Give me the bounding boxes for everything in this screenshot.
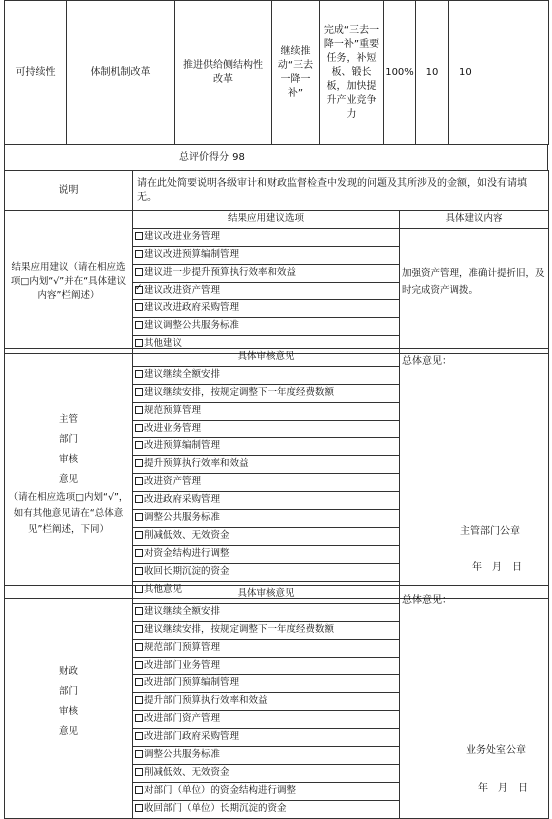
finance-option[interactable]: [133, 658, 399, 676]
dept-label-4: 意见: [58, 473, 78, 485]
finance-label-1: 财政: [58, 665, 78, 677]
checkbox-icon[interactable]: [135, 424, 143, 432]
finance-overall-cell: [400, 586, 549, 819]
finance-option-label: 建议继续全额安排: [144, 605, 221, 617]
dept-option-label: 提升预算执行效率和效益: [144, 458, 249, 470]
finance-label-3: 审核: [58, 705, 78, 717]
results-option-label: 建议改进业务管理: [144, 230, 221, 242]
checkbox-icon[interactable]: [135, 625, 143, 633]
indicator-level2: 体制机制改革: [67, 1, 175, 145]
checkbox-icon[interactable]: [135, 750, 143, 758]
checkbox-icon[interactable]: [135, 661, 143, 669]
checkbox-icon[interactable]: [135, 549, 143, 557]
checkbox-icon[interactable]: [135, 678, 143, 686]
finance-option-label: 规范部门预算管理: [144, 641, 221, 653]
dept-option[interactable]: [133, 474, 399, 492]
dept-option-label: 规范预算管理: [144, 404, 202, 416]
finance-label-cell: [5, 586, 133, 819]
explain-label: 说明: [5, 171, 133, 211]
dept-note: （请在相应选项□内划“√”，如有其他意见请在“总体意见”栏阐述，下同）: [8, 491, 129, 535]
checkbox-icon[interactable]: [135, 714, 143, 722]
finance-option-label: 提升部门预算执行效率和效益: [144, 695, 268, 707]
dept-option[interactable]: [133, 564, 399, 582]
dept-option[interactable]: [133, 456, 399, 474]
checkbox-icon[interactable]: [135, 607, 143, 615]
finance-option[interactable]: [133, 604, 399, 622]
finance-option[interactable]: [133, 622, 399, 640]
indicator-level3: 推进供给侧结构性改革: [175, 1, 272, 145]
explain-table: [4, 170, 549, 211]
finance-option[interactable]: [133, 801, 399, 818]
indicator-score-cell: [449, 1, 549, 145]
indicator-content: 继续推动“三去一降一补”: [272, 1, 320, 145]
dept-option[interactable]: [133, 438, 399, 456]
results-option-label: 建议调整公共服务标准: [144, 320, 240, 332]
results-content-cell: [400, 211, 549, 354]
finance-option-label: 改进部门业务管理: [144, 659, 221, 671]
checkbox-icon[interactable]: [135, 477, 143, 485]
dept-table: [4, 348, 549, 599]
results-option-label: 建议改进资产管理: [144, 284, 221, 296]
results-option-label: 建议进一步提升预算执行效率和效益: [144, 266, 297, 278]
finance-option[interactable]: [133, 693, 399, 711]
results-option[interactable]: [133, 229, 399, 247]
finance-table: [4, 585, 549, 819]
finance-option-label: 收回部门（单位）长期沉淀的资金: [144, 802, 287, 814]
results-option-label: 建议改进预算编制管理: [144, 248, 240, 260]
dept-overall-cell: [400, 349, 549, 599]
dept-label-cell: [5, 349, 133, 599]
dept-option[interactable]: [133, 546, 399, 564]
dept-option-label: 改进业务管理: [144, 422, 202, 434]
dept-option[interactable]: [133, 510, 399, 528]
dept-option[interactable]: [133, 385, 399, 403]
dept-option[interactable]: [133, 528, 399, 546]
finance-option-label: 改进部门资产管理: [144, 713, 221, 725]
checkbox-icon[interactable]: [135, 786, 143, 794]
dept-option-label: 改进政府采购管理: [144, 494, 221, 506]
results-option[interactable]: [133, 318, 399, 336]
checkbox-icon[interactable]: [135, 567, 143, 575]
checkbox-icon[interactable]: [135, 250, 143, 258]
finance-option[interactable]: [133, 675, 399, 693]
finance-label-4: 意见: [58, 725, 78, 737]
checkbox-icon[interactable]: [135, 696, 143, 704]
finance-overall: 总体意见：: [402, 595, 452, 606]
checkbox-icon[interactable]: [135, 388, 143, 396]
results-option-label: 其他建议: [144, 338, 183, 350]
finance-option-label: 削减低效、无效资金: [144, 766, 230, 778]
finance-option-label: 改进部门政府采购管理: [144, 731, 240, 743]
results-option[interactable]: [133, 247, 399, 265]
indicator-target: 完成“三去一降一补”重要任务，补短板、锻长板，加快提升产业竞争力: [320, 1, 384, 145]
dept-option-label: 对资金结构进行调整: [144, 547, 230, 559]
finance-header: 具体审核意见: [133, 586, 399, 604]
checkbox-icon[interactable]: [135, 406, 143, 414]
dept-option-label: 改进资产管理: [144, 476, 202, 488]
checkbox-icon[interactable]: [135, 804, 143, 812]
results-content: 加强资产管理，准确计提折旧，及时完成资产调拨。: [402, 267, 545, 296]
dept-option-label: 改进预算编制管理: [144, 440, 221, 452]
dept-date: 年 月 日: [472, 562, 522, 573]
finance-option-label: 改进部门预算编制管理: [144, 677, 240, 689]
checkbox-icon[interactable]: [135, 768, 143, 776]
dept-overall: 总体意见：: [402, 356, 452, 367]
indicator-weight: 10: [416, 1, 449, 145]
checkbox-icon[interactable]: [135, 321, 143, 329]
finance-seal: 业务处室公章: [466, 745, 526, 756]
finance-option-label: 对部门（单位）的资金结构进行调整: [144, 784, 297, 796]
indicator-table: [4, 0, 549, 145]
checkbox-icon[interactable]: [135, 513, 143, 521]
results-table: [4, 210, 549, 354]
dept-option-label: 其他意见: [144, 583, 183, 595]
finance-option[interactable]: [133, 783, 399, 801]
checkbox-icon[interactable]: [135, 732, 143, 740]
checkbox-icon[interactable]: [135, 531, 143, 539]
dept-option[interactable]: [133, 403, 399, 421]
dept-seal: 主管部门公章: [460, 526, 520, 537]
dept-header: 具体审核意见: [133, 349, 399, 367]
results-header: 结果应用建议选项: [133, 211, 399, 229]
indicator-score: 10: [459, 66, 472, 78]
checkbox-icon[interactable]: [135, 286, 143, 294]
checkbox-icon[interactable]: [135, 268, 143, 276]
dept-option-label: 建议继续全额安排: [144, 368, 221, 380]
dept-option-label: 建议继续安排，按规定调整下一年度经费数额: [144, 386, 335, 398]
dept-label-2: 部门: [58, 433, 78, 445]
dept-option[interactable]: [133, 421, 399, 439]
dept-option-label: 调整公共服务标准: [144, 512, 221, 524]
checkbox-icon[interactable]: [135, 303, 143, 311]
results-option[interactable]: [133, 283, 399, 301]
checkbox-icon[interactable]: [135, 339, 143, 347]
checkbox-icon[interactable]: [135, 232, 143, 240]
results-label: 结果应用建议（请在相应选项□内划“√”并在“具体建议内容”栏阐述）: [5, 211, 133, 354]
explain-text: 请在此处简要说明各级审计和财政监督检查中发现的问题及其所涉及的金额，如没有请填无。: [133, 171, 549, 211]
results-option[interactable]: [133, 300, 399, 318]
finance-option[interactable]: [133, 640, 399, 658]
finance-date: 年 月 日: [478, 783, 528, 794]
results-content-header: 具体建议内容: [400, 211, 548, 229]
finance-option[interactable]: [133, 711, 399, 729]
results-option-label: 建议改进政府采购管理: [144, 302, 240, 314]
indicator-level1: 可持续性: [5, 1, 67, 145]
finance-option-label: 建议继续安排，按规定调整下一年度经费数额: [144, 623, 335, 635]
finance-option[interactable]: [133, 747, 399, 765]
dept-option-label: 削减低效、无效资金: [144, 529, 230, 541]
indicator-completion: 100%: [384, 1, 416, 145]
checkbox-icon[interactable]: [135, 643, 143, 651]
dept-option-label: 收回长期沉淀的资金: [144, 565, 230, 577]
checkbox-icon[interactable]: [135, 495, 143, 503]
finance-option[interactable]: [133, 729, 399, 747]
dept-options: [133, 349, 400, 599]
results-option[interactable]: [133, 265, 399, 283]
dept-label-1: 主管: [58, 413, 78, 425]
finance-option-label: 调整公共服务标准: [144, 749, 221, 761]
dept-option[interactable]: [133, 492, 399, 510]
total-score: 总评价得分 98: [5, 145, 548, 171]
dept-option[interactable]: [133, 367, 399, 385]
checkbox-icon[interactable]: [135, 459, 143, 467]
finance-option[interactable]: [133, 765, 399, 783]
dept-label-3: 审核: [58, 453, 78, 465]
checkbox-icon[interactable]: [135, 370, 143, 378]
finance-label-2: 部门: [58, 685, 78, 697]
checkbox-icon[interactable]: [135, 441, 143, 449]
total-table: [4, 144, 548, 171]
finance-options: [133, 583, 400, 819]
results-options: [133, 211, 400, 354]
